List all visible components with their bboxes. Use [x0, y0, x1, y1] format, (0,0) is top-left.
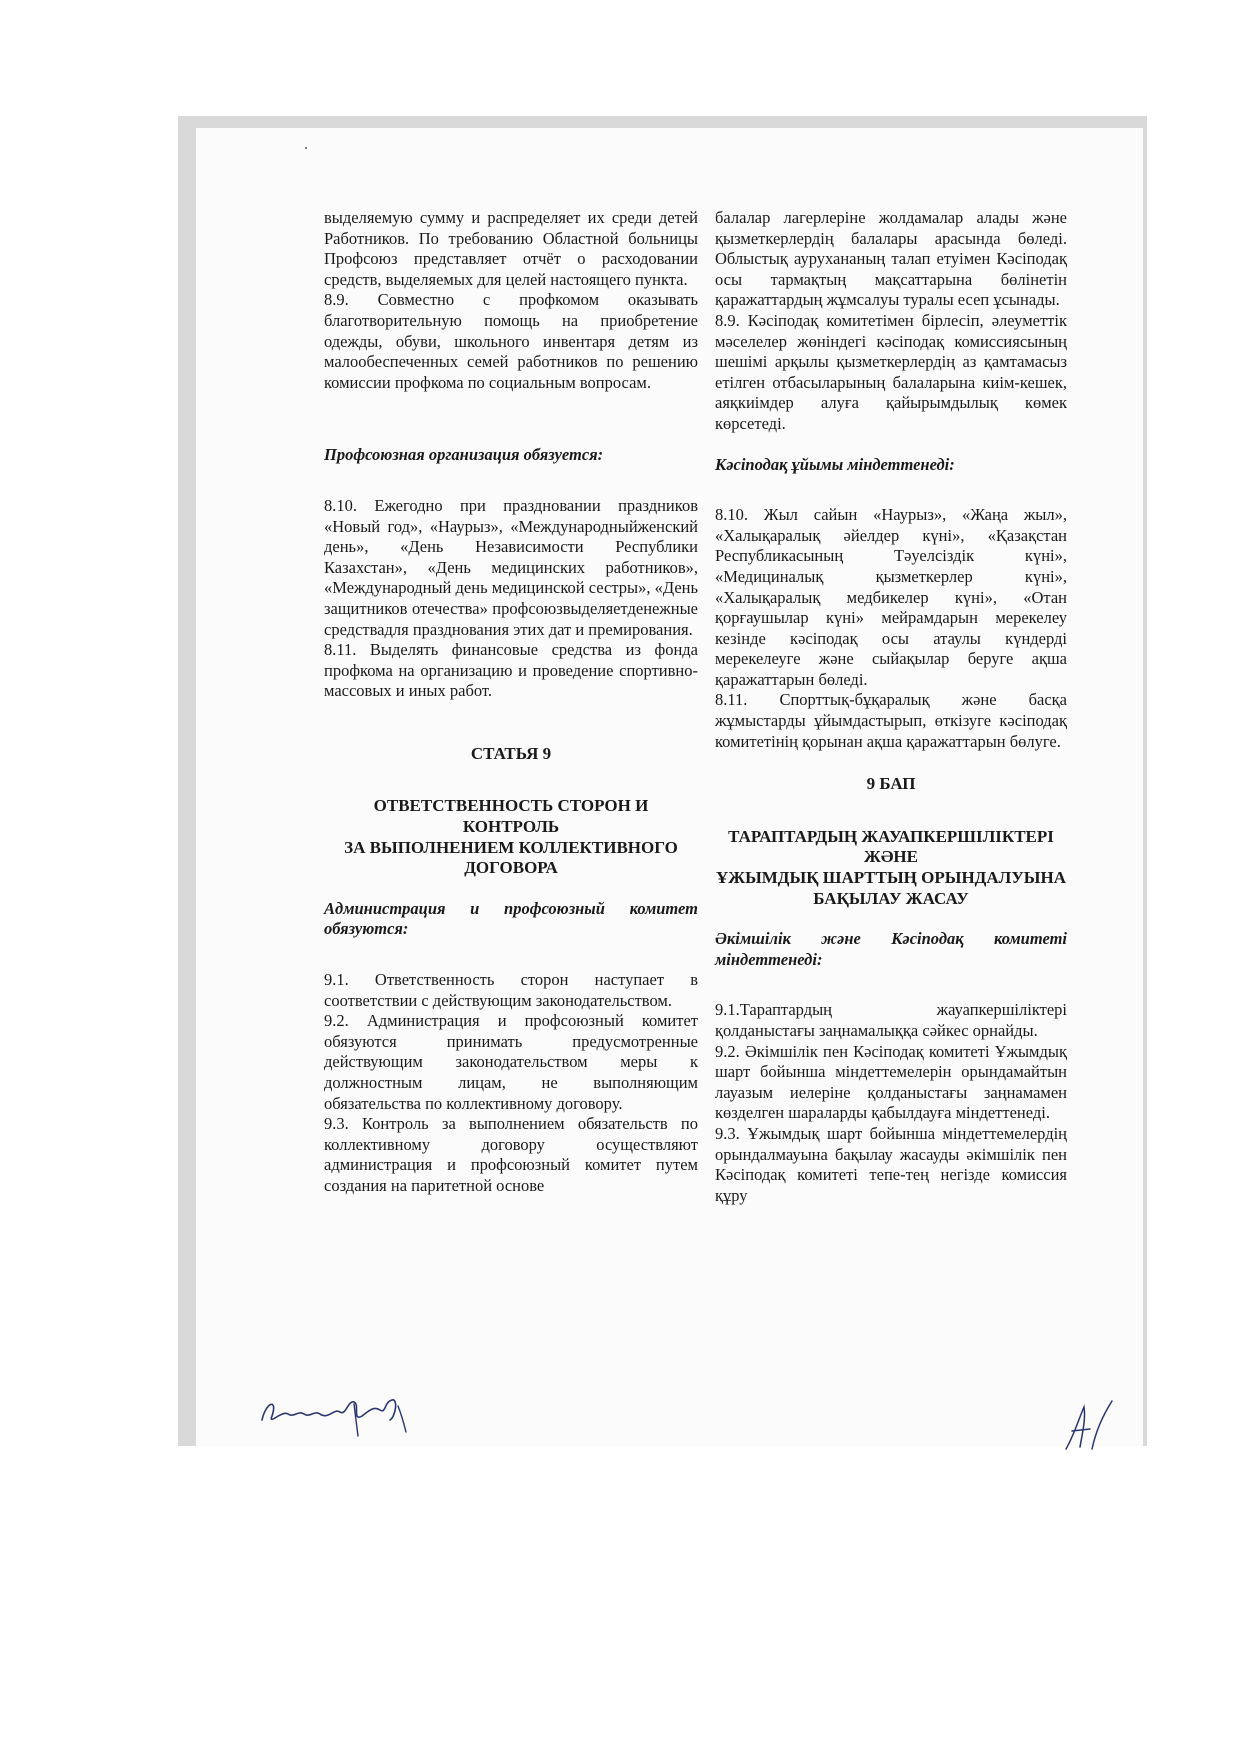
paragraph-9-2: 9.2. Әкімшілік пен Кәсіподақ комитеті Ұжымдық шарт бойынша міндеттемелерін орындамайтын лауазым иелеріне қолданыстағы заңнамамен көзделген шараларды қабылдауға міндеттенеді. [715, 1041, 1067, 1123]
section-heading-admin: Администрация и профсоюзный комитет обязуются: [324, 898, 698, 939]
paragraph-8-10: 8.10. Жыл сайын «Наурыз», «Жаңа жыл», «Халықаралық әйелдер күні», «Қазақстан Республикасының Тәуелсіздік күні», «Медициналық қызметкерлер күні», «Халықаралық медбикелер күні», «Отан қорғаушылар күні» мейрамдарын мерекелеу кезінде кәсіподақ осы атаулы күндерді мерекелеуге және сыйақылар беруге ақша қаражаттарын бөледі. [715, 505, 1067, 689]
paragraph-8-9: 8.9. Совместно с профкомом оказывать благотворительную помощь на приобретение одежды, обуви, школьного инвентаря детям из малообеспеченных семей работников по решению комиссии профкома по социальным вопросам. [324, 290, 698, 392]
article-title-line-1: ОТВЕТСТВЕННОСТЬ СТОРОН И КОНТРОЛЬ [373, 796, 649, 837]
russian-column [324, 208, 698, 1197]
paragraph-intro: выделяемую сумму и распределяет их среди детей Работников. По требованию Областной больницы Профсоюз представляет отчёт о расходовании средств, выделяемых для целей настоящего пункта. [324, 208, 698, 289]
article-number: СТАТЬЯ 9 [470, 743, 552, 763]
paragraph-9-1: 9.1.Тараптардың жауапкершіліктері қолданыстағы заңнамалыққа сәйкес орнайды. [715, 1000, 1067, 1040]
signature-left [258, 1380, 418, 1440]
article-title-line-2: ЗА ВЫПОЛНЕНИЕМ КОЛЛЕКТИВНОГО ДОГОВОРА [344, 837, 678, 878]
kazakh-column [715, 208, 1067, 1206]
section-heading-admin: Әкімшілік және Кәсіподақ комитеті міндеттенеді: [715, 929, 1067, 969]
paragraph-8-11: 8.11. Выделять финансовые средства из фонда профкома на организацию и проведение спортивно-массовых и иных работ. [324, 640, 698, 701]
article-title-line-2: ҰЖЫМДЫҚ ШАРТТЫҢ ОРЫНДАЛУЫНА БАҚЫЛАУ ЖАСАУ [715, 868, 1066, 908]
paragraph-8-11: 8.11. Спорттық-бұқаралық және басқа жұмыстарды ұйымдастырып, өткізуге кәсіподақ комитетінің қорынан ақша қаражаттарын бөлуге. [715, 690, 1067, 751]
paragraph-9-2: 9.2. Администрация и профсоюзный комитет обязуются принимать предусмотренные действующим законодательством меры к должностным лицам, не выполняющим обязательства по коллективному договору. [324, 1011, 698, 1113]
paragraph-9-1: 9.1. Ответственность сторон наступает в соответствии с действующим законодательством. [324, 970, 698, 1010]
paragraph-8-9: 8.9. Кәсіподақ комитетімен бірлесіп, әлеуметтік мәселелер жөніндегі кәсіподақ комиссиясының шешімі арқылы қызметкерлердің аз қамтамасыз етілген отбасыларының балаларына киім-кешек, аяқкиімдер алуға қайырымдылық көмек көрсетеді. [715, 310, 1067, 433]
section-heading-org: Профсоюзная организация обязуется: [324, 445, 604, 465]
article-number: 9 БАП [866, 774, 916, 794]
paragraph-intro: балалар лагерлеріне жолдамалар алады және қызметкерлердің балалары арасында бөледі. Облыстық аурухананың талап етуімен Кәсіподақ осы тармақтың мақсаттарына бөлінетін қаражаттардың жұмсалуы туралы есеп ұсынады. [715, 208, 1067, 310]
paragraph-9-3: 9.3. Ұжымдық шарт бойынша міндеттемелердің орындалмауына бақылау жасауды әкімшілік пен Кәсіподақ комитеті тепе-тең негізде комиссия құру [715, 1123, 1067, 1205]
scan-speck [305, 147, 307, 149]
paragraph-9-3: 9.3. Контроль за выполнением обязательств по коллективному договору осуществляют администрация и профсоюзный комитет путем создания на паритетной основе [324, 1114, 698, 1195]
article-title-line-1: ТАРАПТАРДЫҢ ЖАУАПКЕРШІЛІКТЕРІ ЖӘНЕ [728, 826, 1054, 867]
signature-right [1060, 1395, 1120, 1455]
paragraph-8-10: 8.10. Ежегодно при праздновании праздников «Новый год», «Наурыз», «Международныйженский день», «День Независимости Республики Казахстан», «День медицинских работников», «Международный день медицинской сестры», «День защитников отечества» профсоюзвыделяетденежные средствадля празднования этих дат и премирования. [324, 495, 698, 639]
section-heading-org: Кәсіподақ ұйымы міндеттенеді: [715, 454, 955, 474]
